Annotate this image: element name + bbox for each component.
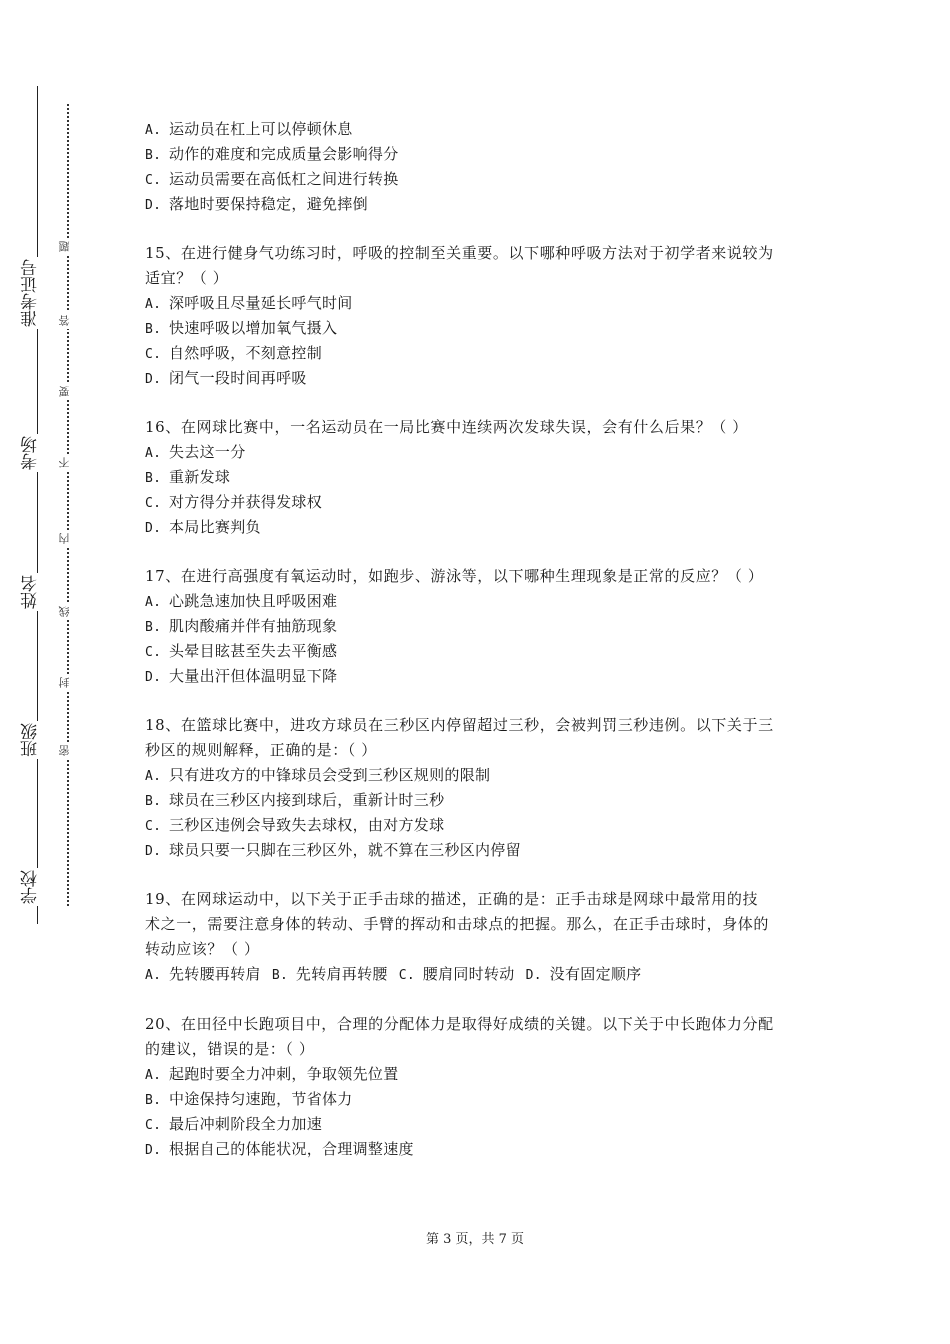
option-c: C. 最后冲刺阶段全力加速 [145, 1115, 323, 1133]
seal-char: 密 [59, 742, 75, 759]
question-stem: 16、在网球比赛中，一名运动员在一局比赛中连续两次发球失误，会有什么后果？（ ） [145, 418, 748, 436]
binding-dotted-line [67, 104, 69, 906]
seal-char: 内 [59, 530, 75, 547]
field-label-exam-room: 考场 [22, 434, 52, 472]
question-14-options [145, 117, 815, 217]
question-stem: 18、在篮球比赛中，进攻方球员在三秒区内停留超过三秒，会被判罚三秒违例。以下关于三 [145, 716, 774, 734]
option-a: A. 先转腰再转肩 [145, 965, 261, 983]
seal-char: 线 [59, 603, 75, 620]
option-c: C. 运动员需要在高低杠之间进行转换 [145, 170, 399, 188]
question-stem: 转动应该？（ ） [145, 940, 260, 958]
option-c: C. 自然呼吸，不刻意控制 [145, 344, 323, 362]
page-footer: 第 3 页，共 7 页 [425, 1232, 525, 1247]
seal-char: 题 [59, 238, 75, 255]
option-d: D. 落地时要保持稳定，避免摔倒 [145, 195, 368, 213]
question-stem: 的建议，错误的是：（ ） [145, 1040, 315, 1058]
question-20 [145, 1012, 815, 1162]
option-b: B. 肌肉酸痛并伴有抽筋现象 [145, 617, 338, 635]
seal-char: 要 [59, 383, 75, 400]
inline-options [145, 962, 815, 988]
question-15 [145, 241, 815, 391]
option-d: D. 本局比赛判负 [145, 518, 261, 536]
option-a: A. 心跳急速加快且呼吸困难 [145, 592, 338, 610]
option-d: D. 没有固定顺序 [525, 965, 642, 983]
option-a: A. 运动员在杠上可以停顿休息 [145, 120, 353, 138]
question-stem: 15、在进行健身气功练习时，呼吸的控制至关重要。以下哪种呼吸方法对于初学者来说较为 [145, 244, 774, 262]
option-c: C. 对方得分并获得发球权 [145, 493, 323, 511]
option-b: B. 快速呼吸以增加氧气摄入 [145, 319, 338, 337]
field-label-school: 学校 [22, 868, 52, 906]
binding-solid-line [37, 86, 38, 924]
question-stem: 17、在进行高强度有氧运动时，如跑步、游泳等，以下哪种生理现象是正常的反应？（ ） [145, 567, 764, 585]
question-17 [145, 564, 815, 689]
option-b: B. 先转肩再转腰 [271, 965, 388, 983]
option-b: B. 动作的难度和完成质量会影响得分 [145, 145, 399, 163]
option-a: A. 失去这一分 [145, 443, 246, 461]
field-label-ticket-number: 准考证号 [22, 257, 52, 329]
option-c: C. 头晕目眩甚至失去平衡感 [145, 642, 338, 660]
question-stem: 术之一，需要注意身体的转动、手臂的挥动和击球点的把握。那么，在正手击球时，身体的 [145, 915, 770, 933]
option-c: C. 腰肩同时转动 [398, 965, 515, 983]
option-d: D. 球员只要一只脚在三秒区外，就不算在三秒区内停留 [145, 841, 521, 859]
question-18 [145, 713, 815, 863]
question-list [145, 117, 815, 1162]
field-label-name: 姓名 [22, 573, 52, 611]
field-label-class: 班级 [22, 721, 52, 759]
option-c: C. 三秒区违例会导致失去球权，由对方发球 [145, 816, 445, 834]
seal-char: 答 [59, 312, 75, 329]
seal-char: 封 [59, 674, 75, 691]
question-stem: 适宜？（ ） [145, 269, 229, 287]
option-a: A. 只有进攻方的中锋球员会受到三秒区规则的限制 [145, 766, 491, 784]
seal-char: 不 [59, 454, 75, 471]
option-d: D. 根据自己的体能状况，合理调整速度 [145, 1140, 414, 1158]
question-stem: 20、在田径中长跑项目中，合理的分配体力是取得好成绩的关键。以下关于中长跑体力分配 [145, 1015, 774, 1033]
option-a: A. 深呼吸且尽量延长呼气时间 [145, 294, 353, 312]
question-16 [145, 415, 815, 540]
option-b: B. 中途保持匀速跑，节省体力 [145, 1090, 353, 1108]
option-d: D. 闭气一段时间再呼吸 [145, 369, 307, 387]
question-19 [145, 887, 815, 988]
question-stem: 19、在网球运动中，以下关于正手击球的描述，正确的是：正手击球是网球中最常用的技 [145, 890, 759, 908]
option-b: B. 球员在三秒区内接到球后，重新计时三秒 [145, 791, 445, 809]
option-a: A. 起跑时要全力冲刺，争取领先位置 [145, 1065, 399, 1083]
option-b: B. 重新发球 [145, 468, 231, 486]
option-d: D. 大量出汗但体温明显下降 [145, 667, 338, 685]
question-stem: 秒区的规则解释，正确的是：（ ） [145, 741, 377, 759]
